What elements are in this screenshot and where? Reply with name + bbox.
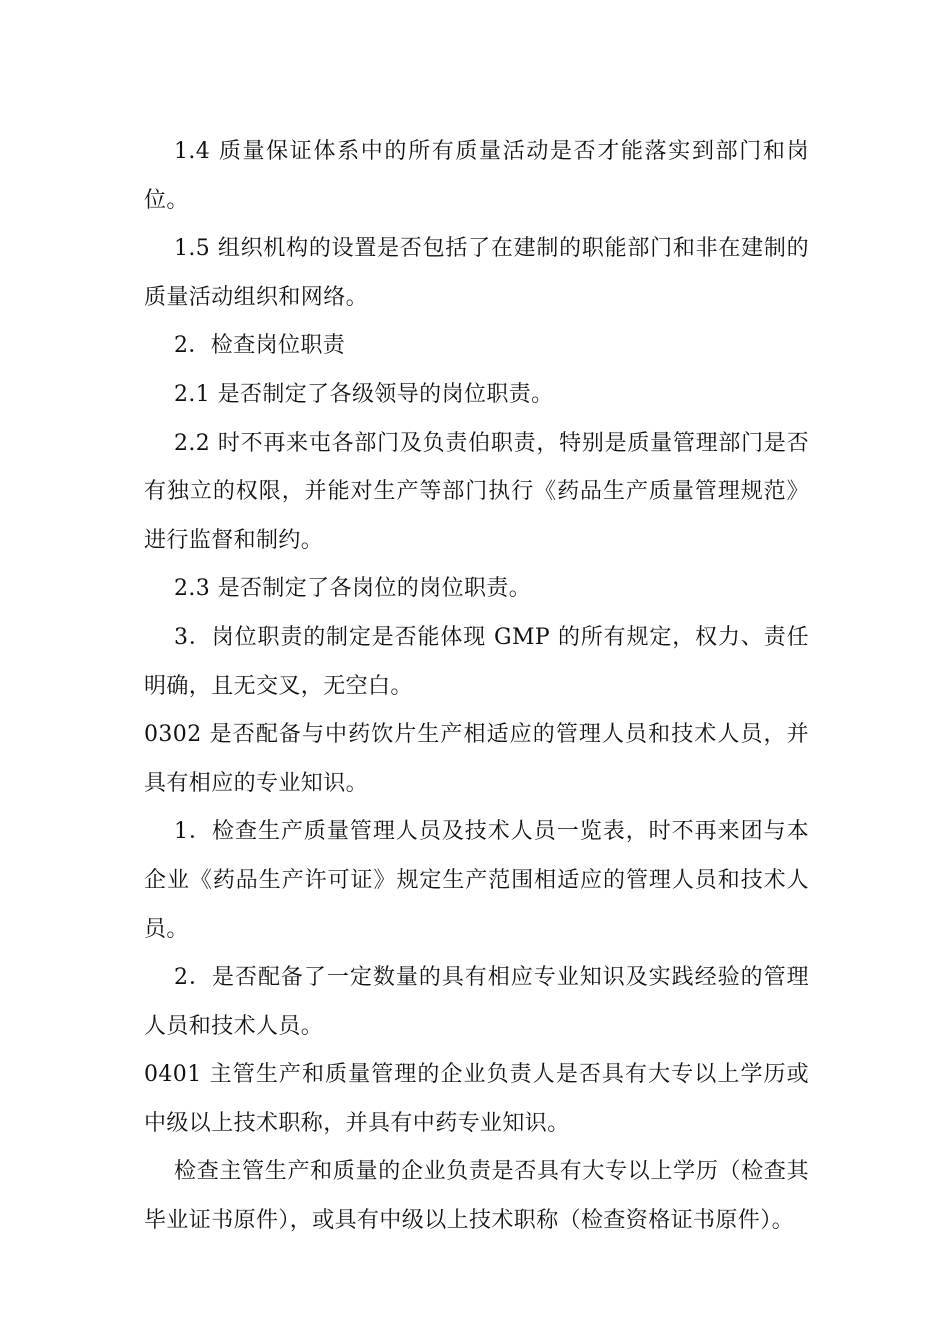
paragraph-0302-2: 2．是否配备了一定数量的具有相应专业知识及实践经验的管理人员和技术人员。 [144, 965, 809, 1039]
paragraph-2-2: 2.2 时不再来屯各部门及负责伯职责，特别是质量管理部门是否有独立的权限，并能对生产等部门执行《药品生产质量管理规范》进行监督和制约。 [144, 430, 809, 553]
paragraph-2-3: 2.3 是否制定了各岗位的岗位职责。 [174, 576, 532, 602]
paragraph-3: 3．岗位职责的制定是否能体现 GMP 的所有规定，权力、责任明确，且无交叉，无空白。 [144, 624, 809, 699]
paragraph-1-5: 1.5 组织机构的设置是否包括了在建制的职能部门和非在建制的质量活动组织和网络。 [144, 236, 809, 310]
paragraph-0302-1: 1．检查生产质量管理人员及技术人员一览表，时不再来团与本企业《药品生产许可证》规定生产范围相适应的管理人员和技术人员。 [144, 819, 809, 942]
paragraph-1-4: 1.4 质量保证体系中的所有质量活动是否才能落实到部门和岗位。 [144, 139, 809, 213]
paragraph-2-heading: 2．检查岗位职责 [174, 333, 346, 359]
document-body [144, 128, 809, 1246]
paragraph-2-1: 2.1 是否制定了各级领导的岗位职责。 [174, 381, 554, 407]
paragraph-0302: 0302 是否配备与中药饮片生产相适应的管理人员和技术人员，并具有相应的专业知识。 [144, 722, 809, 796]
paragraph-0401: 0401 主管生产和质量管理的企业负责人是否具有大专以上学历或中级以上技术职称，并具有中药专业知识。 [144, 1062, 809, 1136]
paragraph-0401-check: 检查主管生产和质量的企业负责是否具有大专以上学历（检查其毕业证书原件），或具有中级以上技术职称（检查资格证书原件）。 [144, 1159, 809, 1234]
